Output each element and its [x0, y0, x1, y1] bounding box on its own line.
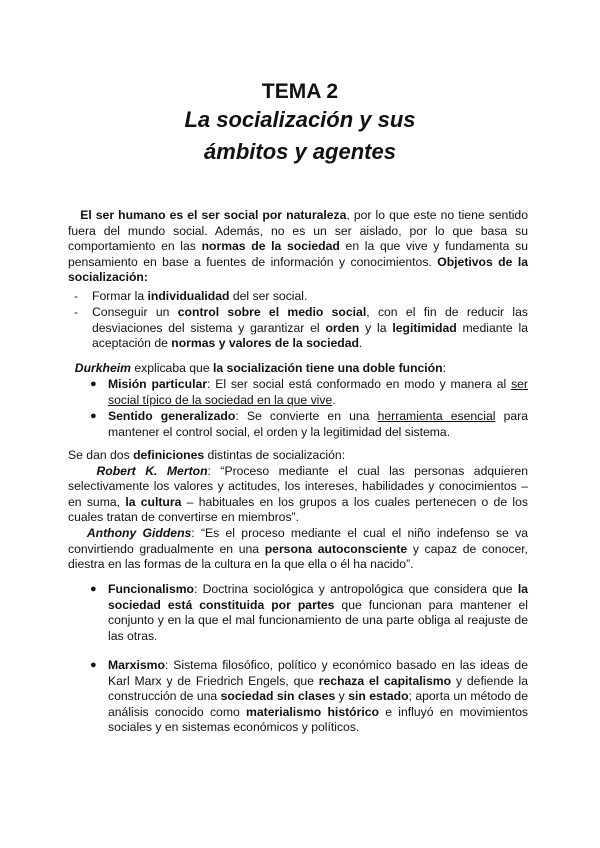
bullet-marker: ● — [90, 378, 97, 390]
theory-item — [90, 582, 528, 644]
durkheim-line: Durkheim explicaba que la socialización tiene una doble función: — [74, 361, 446, 375]
function-line: social típico de la sociedad en la que vive. — [108, 392, 336, 407]
theory-line: análisis conocido como materialismo histórico e influyó en movimientos — [108, 704, 528, 719]
function-line: mantener el control social, el orden y la legitimidad del sistema. — [108, 424, 451, 439]
merton-line: en suma, la cultura – habituales en los grupos a los cuales pertenecen o de los — [68, 494, 528, 509]
merton-line: cuales tratan de convertirse en miembros”. — [68, 510, 299, 525]
dash-marker: - — [74, 305, 79, 319]
merton-line: selectivamente los valores y actitudes, los intereses, habilidades y conocimientos – — [68, 479, 528, 494]
giddens-line: diestra en las formas de la cultura en la que ella o él ha nacido”. — [68, 557, 414, 572]
function-line: Misión particular: El ser social está conformado en modo y manera al ser — [108, 377, 528, 391]
giddens-line: convirtiendo gradualmente en una persona autoconsciente y capaz de conocer, — [68, 541, 528, 556]
merton-line: Robert K. Merton: “Proceso mediante el cual las personas adquieren — [96, 463, 528, 478]
intro-paragraph — [68, 208, 528, 286]
durkheim-paragraph — [68, 361, 528, 377]
theory-line: sociales y en sistemas económicos y políticos. — [108, 720, 360, 735]
theory-line: Karl Marx y de Friedrich Engels, que rechaza el capitalismo y defiende la — [108, 673, 528, 688]
intro-line: pensamiento en base a fuentes de información y conocimientos. Objetivos de la — [68, 254, 528, 269]
bullet-marker: ● — [90, 659, 97, 671]
function-item — [90, 377, 528, 408]
function-item — [90, 409, 528, 440]
intro-line: fuera del mundo social. Además, no es un ser aislado, por lo que basa su — [68, 223, 528, 238]
intro-line: socialización: — [68, 270, 148, 285]
objective-item — [74, 289, 528, 305]
intro-line: El ser humano es el ser social por naturaleza, por lo que este no tiene sentido — [80, 208, 528, 222]
objective-line: Conseguir un control sobre el medio social, con el fin de reducir las — [92, 305, 528, 319]
function-line: Sentido generalizado: Se convierte en una herramienta esencial para — [108, 409, 528, 423]
objective-line: aceptación de normas y valores de la sociedad. — [92, 336, 363, 351]
objective-line: Formar la individualidad del ser social. — [92, 289, 308, 303]
bullet-marker: ● — [90, 410, 97, 422]
intro-line: comportamiento en las normas de la sociedad en la que vive y fundamenta su — [68, 239, 529, 254]
giddens-line: Anthony Giddens: “Es el proceso mediante el cual el niño indefenso se va — [86, 525, 528, 540]
objective-item — [74, 305, 528, 352]
theory-line: conjunto y en la que el mal funcionamiento de una parte obliga al reajuste de — [108, 613, 528, 628]
definitions-section — [68, 448, 528, 573]
objective-line: desviaciones del sistema y garantizar el orden y la legitimidad mediante la — [92, 320, 528, 335]
theory-line: Marxismo: Sistema filosófico, político y económico basado en las ideas de — [108, 658, 528, 672]
page-title: TEMA 2 — [261, 80, 339, 103]
bullet-marker: ● — [90, 583, 97, 595]
subtitle-line-2: ámbitos y agentes — [204, 139, 396, 164]
theory-line: las otras. — [108, 628, 158, 643]
theory-line: Funcionalismo: Doctrina sociológica y antropológica que considera que la — [108, 582, 528, 596]
theory-item — [90, 658, 528, 736]
definitions-intro: Se dan dos definiciones distintas de socialización: — [68, 448, 346, 462]
theory-line: sociedad está constituida por partes que funcionan para mantener el — [108, 597, 528, 612]
dash-marker: - — [74, 289, 79, 303]
subtitle-line-1: La socialización y sus — [184, 107, 416, 132]
page-subtitle — [0, 104, 600, 168]
theory-line: construcción de una sociedad sin clases y sin estado; aporta un método de — [108, 689, 528, 704]
